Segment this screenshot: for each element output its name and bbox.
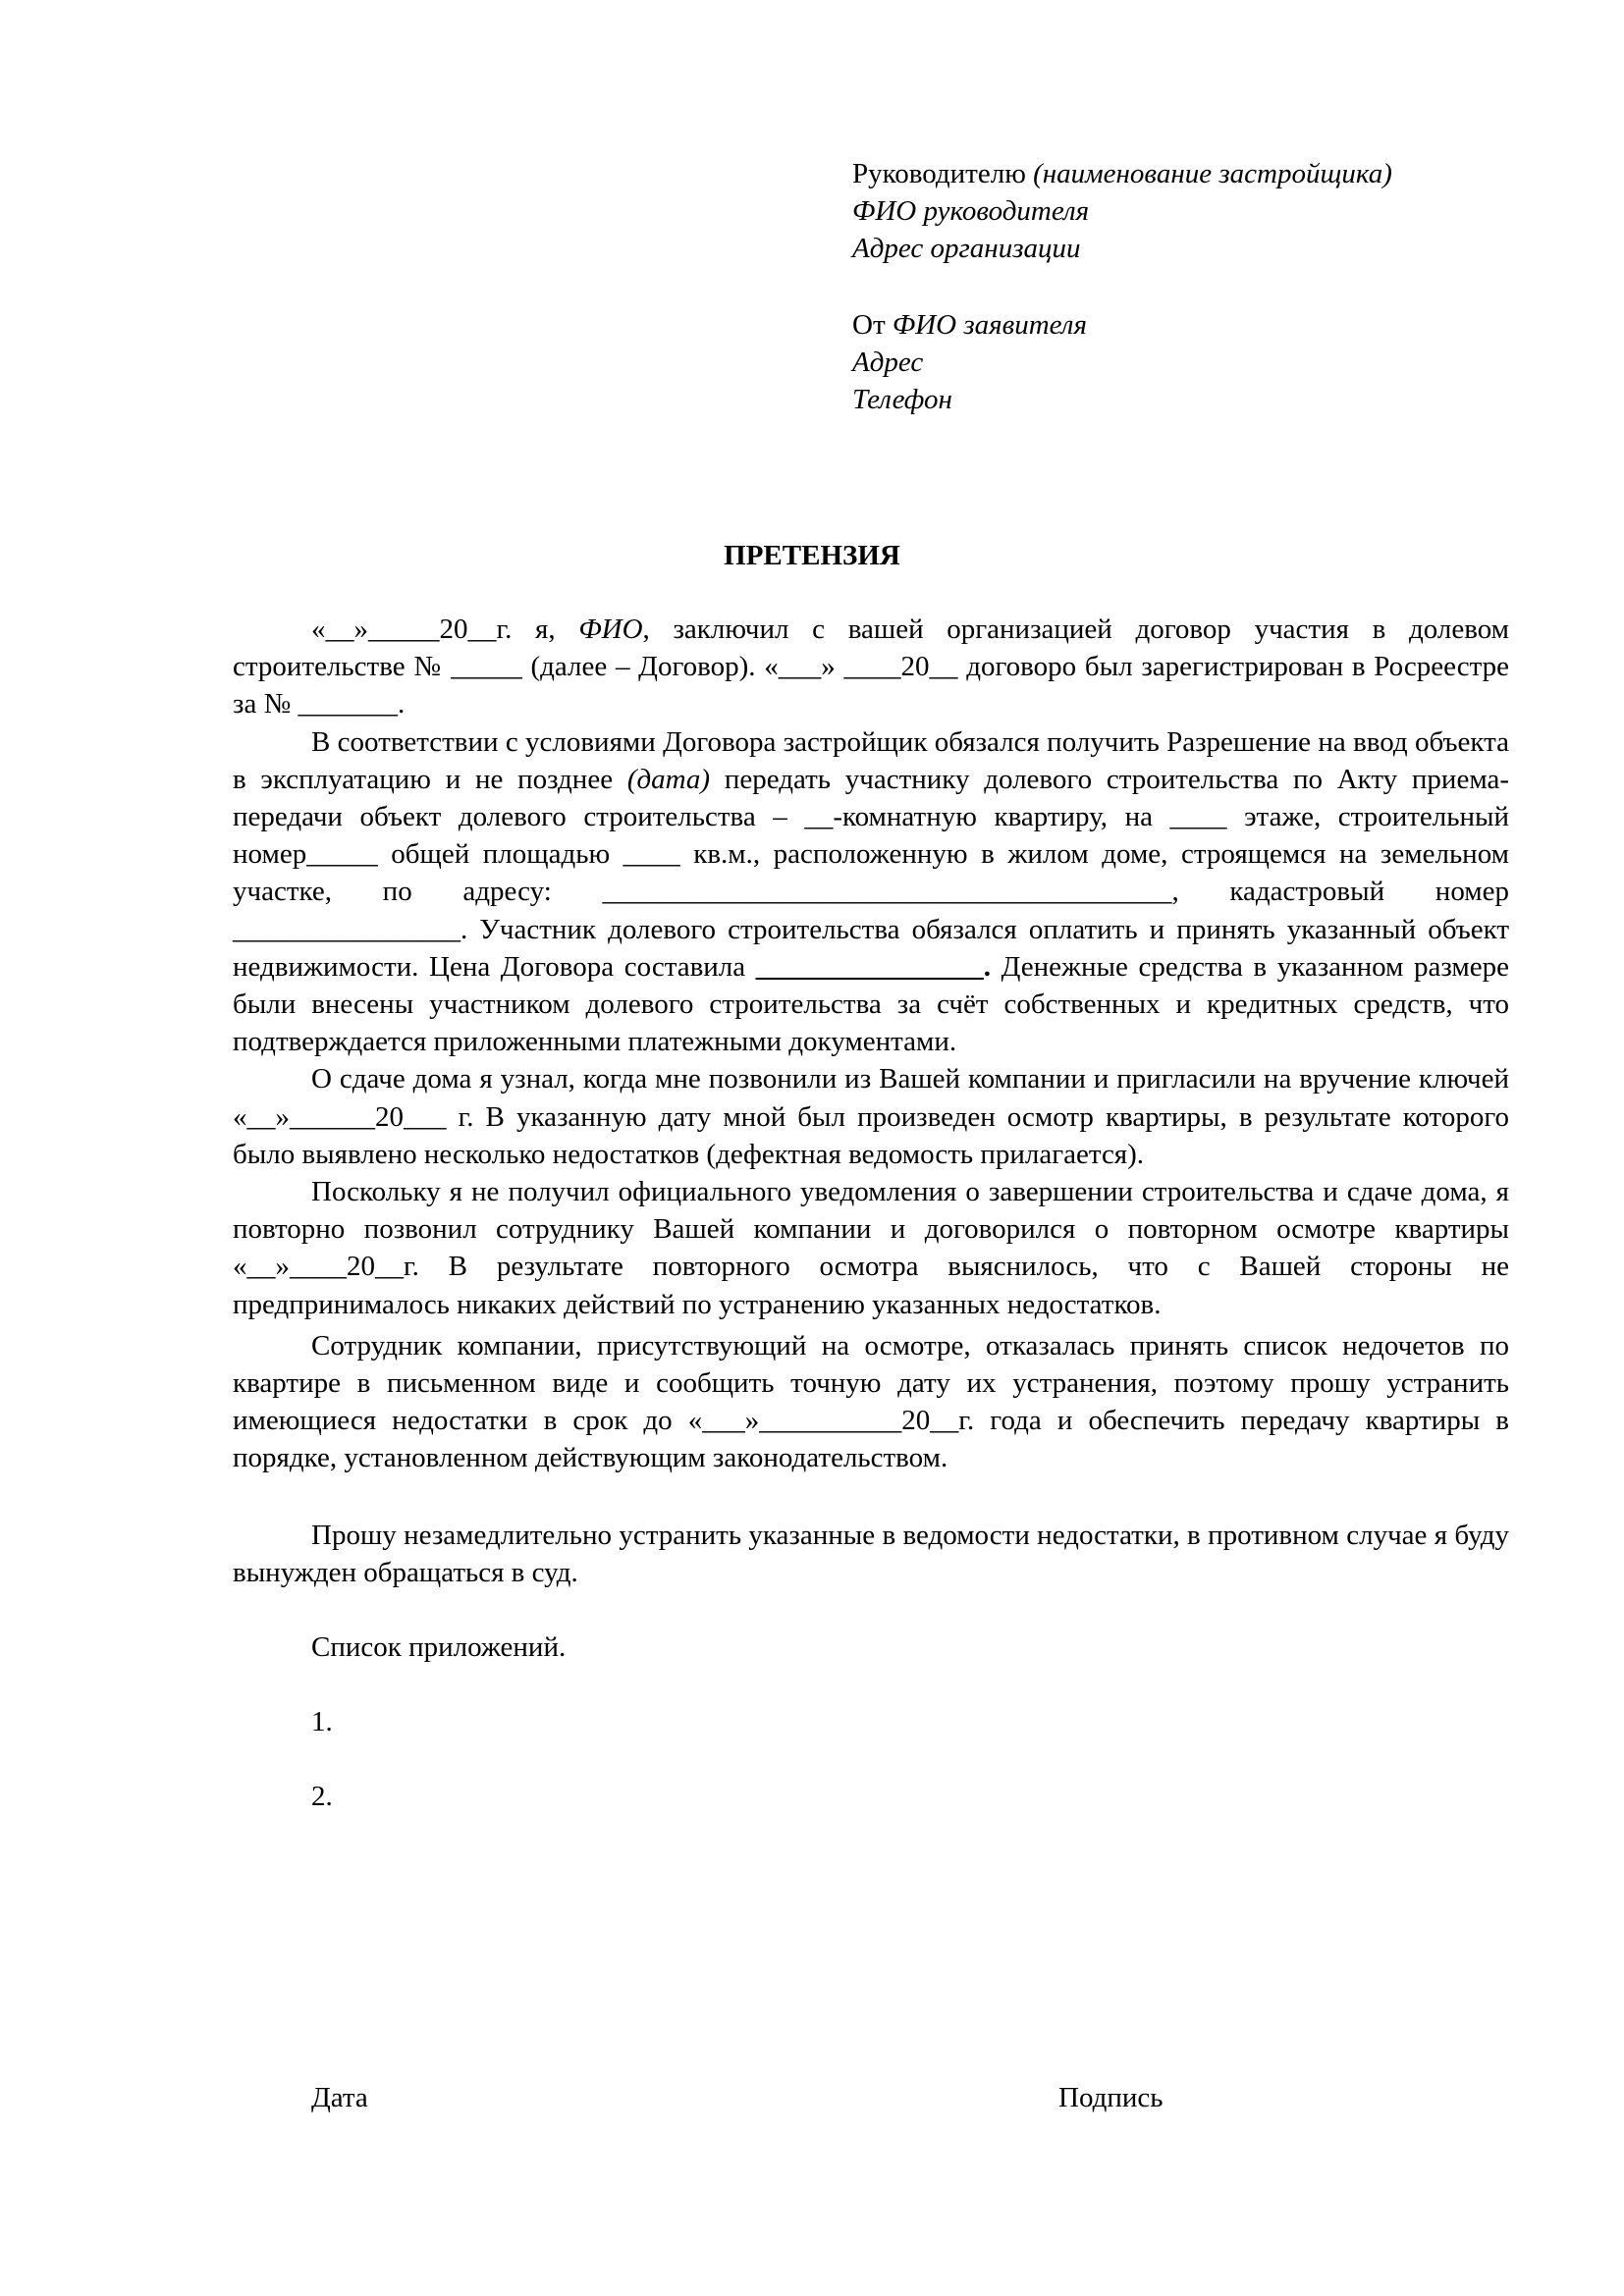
paragraph-obligations-part-b: передать участнику долевого строительства по Акту приема-передачи объект долевого строительства – __-комнатную квартиру, на ____ этаже, строительный номер_____ общей площадью ____ кв.м., расположенную в жилом доме, строящемся на земельном участке, по адресу: ________________________________________, кадастровый номер ________________. Участник долевого строительства обязался оплатить и принять указанный объект недвижимости. Цена Договора составила [233, 763, 1509, 983]
addressee-block [852, 155, 1392, 418]
attachment-item-2: 2. [311, 1781, 333, 1813]
date-label: Дата [311, 2082, 368, 2113]
document-title: ПРЕТЕНЗИЯ [724, 540, 900, 571]
sender-prefix: От [852, 309, 893, 341]
addressee-recipient-prefix: Руководителю [852, 158, 1034, 189]
addressee-spacer [852, 267, 1392, 306]
paragraph-obligations-date: (дата) [626, 763, 711, 795]
paragraph-obligations-part-a: В соответствии с условиями Договора застройщик обязался получить Разрешение на ввод объекта в эксплуатацию и не позднее [233, 725, 1509, 795]
sender-address: Адрес [852, 347, 924, 378]
sender-phone: Телефон [852, 384, 952, 415]
paragraph-repeat-inspection: Поскольку я не получил официального уведомления о завершении строительства и сдаче дома, я повторно позвонил сотруднику Вашей компании и договорился о повторном осмотре квартиры «__»____20__г. В результате повторного осмотра выяснилось, что с Вашей стороны не предпринималось никаких действий по устранению указанных недостатков. [233, 1176, 1509, 1320]
addressee-head-fio: ФИО руководителя [852, 195, 1090, 227]
addressee-org-address: Адрес организации [852, 233, 1081, 264]
sender-fio-placeholder: ФИО заявителя [892, 309, 1087, 341]
addressee-developer-name-placeholder: (наименование застройщика) [1033, 158, 1392, 189]
attachments-title: Список приложений. [311, 1631, 567, 1664]
paragraph-contract-part-a: «__»_____20__г. я, [311, 614, 579, 645]
signature-label: Подпись [1058, 2082, 1164, 2113]
claim-body [233, 611, 1509, 1816]
paragraph-contract-fio: ФИО [578, 614, 643, 645]
attachment-item-1: 1. [311, 1706, 333, 1738]
paragraph-contract-part-b: , заключил с вашей организацией договор участия в долевом строительстве № _____ (далее – Договор). «___» ____20__ договоро был зарегистрирован в Росреестре за № _______. [233, 614, 1509, 721]
sender-line [852, 306, 1392, 344]
addressee-recipient-line [852, 155, 1392, 192]
paragraph-court-warning: Прошу незамедлительно устранить указанные в ведомости недостатки, в противном случае я буду вынужден обращаться в суд. [233, 1519, 1509, 1588]
paragraph-contract [233, 611, 1509, 723]
paragraph-obligations-price-blank: ________________. [755, 950, 991, 983]
paragraph-demand: Сотрудник компании, присутствующий на осмотре, отказалась принять список недочетов по квартире в письменном виде и сообщить точную дату их устранения, поэтому прошу устранить имеющиеся недостатки в срок до «___»__________20__г. года и обеспечить передачу квартиры в порядке, установленном действующим законодательством. [233, 1329, 1509, 1474]
paragraph-key-handover: О сдаче дома я узнал, когда мне позвонили из Вашей компании и пригласили на вручение ключей «__»______20___ г. В указанную дату мной был произведен осмотр квартиры, в результате которого было выявлено несколько недостатков (дефектная ведомость прилагается). [233, 1063, 1509, 1170]
paragraph-obligations-part-c: Денежные средства в указанном размере были внесены участником долевого строительства за счёт собственных и кредитных средств, что подтверждается приложенными платежными документами. [233, 950, 1509, 1058]
paragraph-obligations [233, 723, 1509, 1061]
